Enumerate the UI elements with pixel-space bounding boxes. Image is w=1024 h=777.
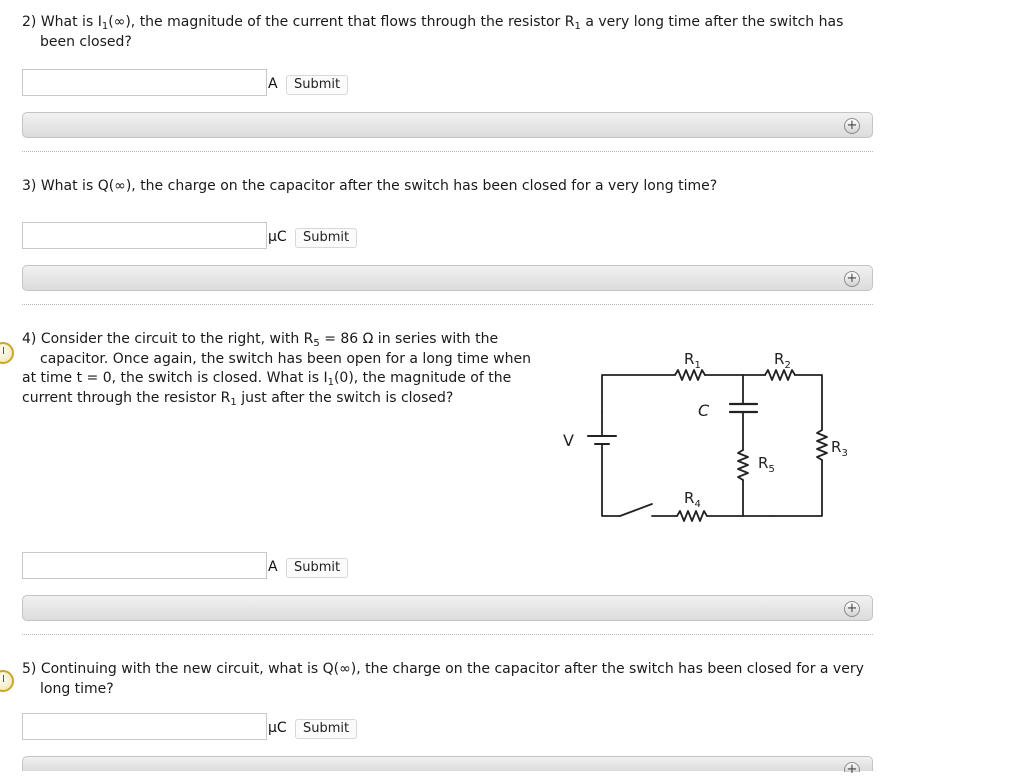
q4-hint-bar[interactable]: [22, 595, 873, 621]
q4-unit-label: A: [268, 559, 278, 575]
q4-submit-button[interactable]: Submit: [286, 558, 348, 578]
question-3-text: 3) What is Q(∞), the charge on the capacitor after the switch has been closed for a very long time?: [22, 178, 718, 194]
q5-unit-label: μC: [268, 720, 287, 736]
r1-label: $R_1$: [684, 350, 701, 371]
q3-submit-button[interactable]: Submit: [295, 228, 357, 248]
q5-submit-button[interactable]: Submit: [295, 719, 357, 739]
circuit-diagram: [560, 340, 848, 530]
q3-hint-bar[interactable]: [22, 265, 873, 291]
q2-hint-bar[interactable]: [22, 112, 873, 138]
r4-label: $R_4$: [684, 489, 701, 510]
c-label: C: [698, 401, 710, 420]
q2-unit-label: A: [268, 76, 278, 92]
r5-label: $R_5$: [758, 454, 775, 475]
resistor-r5: [738, 450, 748, 480]
resistor-r2: [765, 370, 795, 380]
q2-answer-input[interactable]: [22, 69, 267, 96]
plus-circle-icon[interactable]: +: [844, 271, 860, 287]
divider: [22, 304, 873, 305]
q3-answer-input[interactable]: [22, 222, 267, 249]
plus-circle-icon[interactable]: +: [844, 601, 860, 617]
clock-icon: [0, 670, 14, 692]
q2-submit-button[interactable]: Submit: [286, 75, 348, 95]
switch: [620, 504, 652, 516]
q4-answer-input[interactable]: [22, 552, 267, 579]
r3-label: $R_3$: [831, 438, 848, 459]
r2-label: $R_2$: [774, 350, 791, 371]
divider: [22, 151, 873, 152]
question-5-text: 5) Continuing with the new circuit, what is Q(∞), the charge on the capacitor after the switch has been closed for a very long time?: [22, 661, 864, 697]
resistor-r3: [817, 430, 827, 460]
plus-circle-icon[interactable]: +: [844, 118, 860, 134]
question-4-text: 4) Consider the circuit to the right, with $R_5 = 86$ Ω in series with the capacitor. Once again, the switch has been open for a long time when at time t = 0, the switch is closed. What is $I_1(0)$, the magnitude of the current through the resistor $R_1$ just after the switch is closed?: [22, 331, 531, 408]
q3-unit-label: μC: [268, 229, 287, 245]
question-2-text: 2) What is $I_1(\infty)$, the magnitude of the current that flows through the resistor $R_1$ a very long time after the switch has been closed?: [22, 14, 844, 50]
divider: [22, 634, 873, 635]
clock-icon: [0, 342, 14, 364]
resistor-r4: [677, 511, 707, 521]
plus-circle-icon[interactable]: +: [844, 762, 860, 772]
q5-answer-input[interactable]: [22, 713, 267, 740]
q5-hint-bar[interactable]: [22, 756, 873, 777]
v-label: V: [563, 431, 574, 450]
resistor-r1: [675, 370, 705, 380]
